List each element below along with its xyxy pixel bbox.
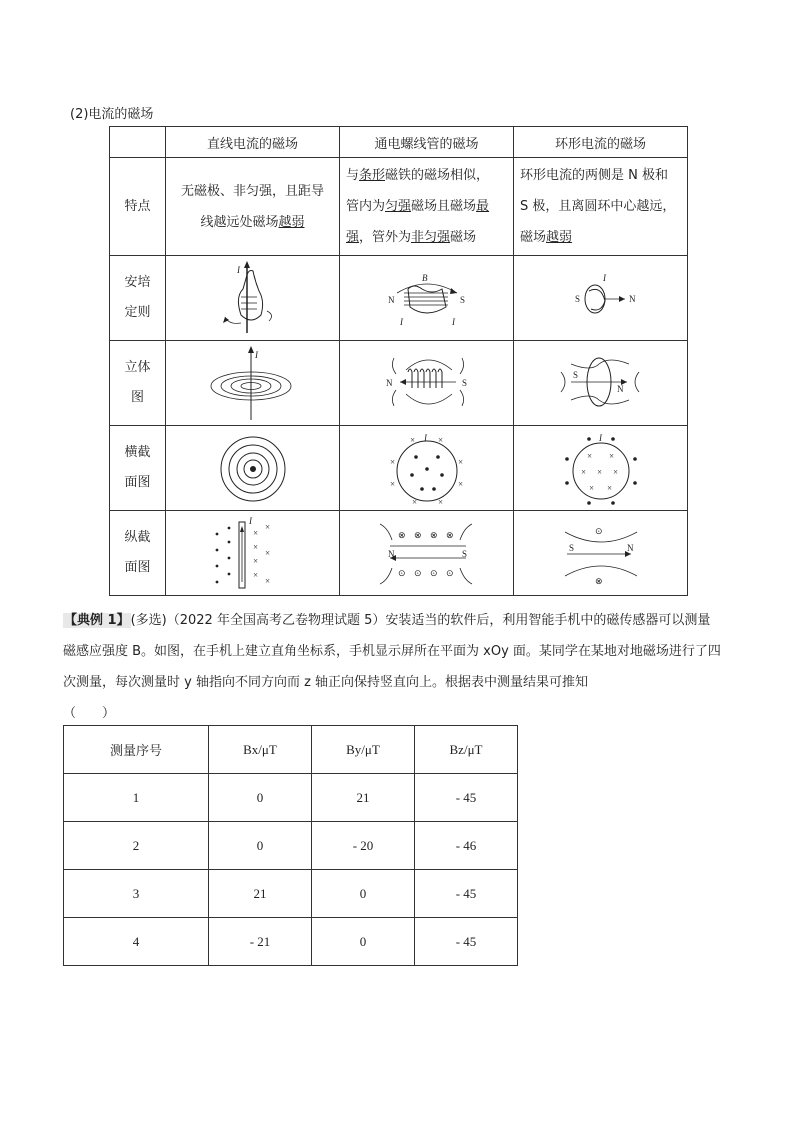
ring-long-figure	[551, 514, 651, 592]
cross-straight	[166, 426, 340, 511]
magnetic-field-table	[109, 126, 688, 596]
row-label-long: 纵截 面图	[110, 511, 166, 596]
feat-text: 线越远处磁场	[200, 214, 279, 230]
table-row	[64, 774, 518, 822]
svg-text:I: I	[598, 433, 602, 443]
svg-text:S: S	[574, 294, 580, 304]
svg-text:×: ×	[457, 479, 463, 489]
svg-text:×: ×	[264, 522, 270, 532]
feat-underline: 匀强	[385, 199, 412, 214]
svg-text:N: N	[626, 543, 633, 553]
svg-text:⊙: ⊙	[429, 568, 438, 578]
features-ring	[514, 158, 688, 256]
features-straight	[166, 158, 340, 256]
feat-underline: 越弱	[546, 230, 573, 245]
header-index: 测量序号	[64, 726, 209, 774]
svg-text:⊗: ⊗	[413, 530, 422, 540]
solenoid-cross-figure	[372, 429, 482, 507]
svg-text:S: S	[461, 378, 467, 388]
row-label-ampere: 安培 定则	[110, 256, 166, 341]
svg-text:I: I	[451, 317, 455, 327]
section-title: (2)电流的磁场	[70, 107, 154, 122]
header-solenoid: 通电螺线管的磁场	[340, 127, 514, 158]
long-straight	[166, 511, 340, 596]
svg-text:×: ×	[608, 451, 614, 461]
three-d-ring	[514, 341, 688, 426]
svg-text:×: ×	[411, 497, 417, 507]
ampere-rule-row	[110, 256, 688, 341]
feat-underline: 最	[476, 199, 490, 214]
three-d-straight	[166, 341, 340, 426]
row-label-features: 特点	[110, 158, 166, 256]
svg-text:⊙: ⊙	[413, 568, 422, 578]
feat-underline: 条形	[359, 168, 386, 183]
svg-text:N: N	[387, 549, 394, 559]
feat-underline: 越弱	[278, 214, 305, 230]
svg-text:×: ×	[389, 479, 395, 489]
cross-solenoid	[340, 426, 514, 511]
table-cell: 21	[209, 870, 312, 918]
longitudinal-row	[110, 511, 688, 596]
svg-text:S: S	[572, 370, 578, 380]
svg-text:S: S	[568, 543, 574, 553]
feat-text: S 极，且离圆环中心越远，	[520, 199, 676, 214]
header-ring: 环形电流的磁场	[514, 127, 688, 158]
feat-underline: 非匀强	[411, 230, 451, 245]
svg-text:N: N	[628, 294, 635, 304]
svg-text:N: N	[616, 384, 623, 394]
svg-text:I: I	[254, 350, 258, 360]
example-text: (多选)（2022 年全国高考乙卷物理试题 5）安装适当的软件后，利用智能手机中的磁传感器可以测量磁感应强度 B。如图，在手机上建立直角坐标系，手机显示屏所在平面为 xOy 面。某同学在某地对地磁场进行了四次测量，每次测量时 y 轴指向不同方向而 z 轴正向保持竖直向上。根据表中测量结果可推知	[63, 613, 721, 690]
svg-text:I: I	[236, 265, 240, 275]
long-ring	[514, 511, 688, 596]
feat-text: 磁场	[450, 230, 477, 245]
feat-text: 磁场	[520, 230, 547, 245]
features-solenoid	[340, 158, 514, 256]
svg-text:S: S	[459, 295, 465, 305]
svg-text:I: I	[602, 273, 606, 283]
svg-text:×: ×	[252, 528, 258, 538]
feat-text: 无磁极、非匀强，且距导	[180, 183, 324, 199]
ampere-straight	[166, 256, 340, 341]
svg-text:N: N	[385, 378, 392, 388]
feat-text: 环形电流的两侧是 N 极和	[520, 168, 668, 183]
svg-text:I: I	[423, 433, 427, 443]
svg-text:×: ×	[409, 435, 415, 445]
svg-text:I: I	[248, 516, 252, 526]
example-tag: 【典例 1】	[64, 613, 130, 628]
ring-cross-figure	[551, 429, 651, 507]
svg-text:×: ×	[606, 483, 612, 493]
svg-text:⊗: ⊗	[445, 530, 454, 540]
straight-cross-figure	[203, 429, 303, 507]
svg-text:N: N	[387, 295, 394, 305]
feat-text: 磁场且磁场	[411, 199, 477, 214]
header-straight: 直线电流的磁场	[166, 127, 340, 158]
svg-text:×: ×	[457, 457, 463, 467]
cross-ring	[514, 426, 688, 511]
ampere-ring	[514, 256, 688, 341]
svg-text:×: ×	[252, 542, 258, 552]
table-cell: 0	[312, 870, 415, 918]
svg-text:S: S	[461, 549, 467, 559]
three-d-row	[110, 341, 688, 426]
table-cell: - 20	[312, 822, 415, 870]
table-cell: 3	[64, 870, 209, 918]
table-row	[64, 822, 518, 870]
feat-text: ，管外为	[359, 230, 412, 245]
feat-text: 磁铁的磁场相似，	[385, 168, 490, 183]
feat-underline: 强	[346, 230, 360, 245]
table-cell: - 45	[415, 774, 518, 822]
ampere-solenoid	[340, 256, 514, 341]
row-label-three-d: 立体 图	[110, 341, 166, 426]
svg-text:×: ×	[437, 497, 443, 507]
right-hand-solenoid-figure	[372, 259, 482, 337]
svg-text:⊙: ⊙	[445, 568, 454, 578]
svg-text:⊗: ⊗	[594, 576, 603, 586]
solenoid-3d-figure	[372, 344, 482, 422]
header-bz: Bz/μT	[415, 726, 518, 774]
header-bx: Bx/μT	[209, 726, 312, 774]
table-cell: 0	[312, 918, 415, 966]
answer-blank: （ ）	[63, 706, 116, 721]
solenoid-long-figure	[372, 514, 482, 592]
svg-text:×: ×	[437, 435, 443, 445]
svg-text:⊗: ⊗	[397, 530, 406, 540]
svg-text:I: I	[399, 317, 403, 327]
example-question	[63, 605, 723, 729]
right-hand-ring-figure	[551, 259, 651, 337]
ring-3d-figure	[551, 344, 651, 422]
svg-text:×: ×	[586, 451, 592, 461]
feat-text: 与	[346, 168, 360, 183]
svg-text:×: ×	[612, 467, 618, 477]
table-cell: 4	[64, 918, 209, 966]
svg-text:×: ×	[264, 548, 270, 558]
corner-cell	[110, 127, 166, 158]
svg-text:⊙: ⊙	[397, 568, 406, 578]
svg-text:⊗: ⊗	[429, 530, 438, 540]
svg-text:×: ×	[252, 570, 258, 580]
table-cell: - 45	[415, 918, 518, 966]
svg-text:×: ×	[588, 483, 594, 493]
svg-text:×: ×	[252, 556, 258, 566]
table-header-row	[110, 127, 688, 158]
right-hand-straight-figure	[203, 259, 303, 337]
svg-text:⊙: ⊙	[594, 526, 603, 536]
table-cell: 21	[312, 774, 415, 822]
measurement-table	[63, 725, 518, 966]
header-by: By/μT	[312, 726, 415, 774]
svg-text:×: ×	[389, 457, 395, 467]
table-row	[64, 918, 518, 966]
table-cell: - 45	[415, 870, 518, 918]
table-cell: 1	[64, 774, 209, 822]
table-cell: - 46	[415, 822, 518, 870]
table-cell: 0	[209, 822, 312, 870]
svg-text:×: ×	[580, 467, 586, 477]
long-solenoid	[340, 511, 514, 596]
straight-3d-figure	[203, 344, 303, 422]
straight-long-figure	[203, 514, 303, 592]
table-cell: - 21	[209, 918, 312, 966]
feat-text: 管内为	[346, 199, 386, 214]
row-label-cross: 横截 面图	[110, 426, 166, 511]
cross-section-row	[110, 426, 688, 511]
features-row	[110, 158, 688, 256]
svg-text:×: ×	[264, 576, 270, 586]
measurement-header-row	[64, 726, 518, 774]
svg-text:×: ×	[596, 467, 602, 477]
table-row	[64, 870, 518, 918]
table-cell: 2	[64, 822, 209, 870]
three-d-solenoid	[340, 341, 514, 426]
table-cell: 0	[209, 774, 312, 822]
svg-text:B: B	[421, 273, 427, 283]
